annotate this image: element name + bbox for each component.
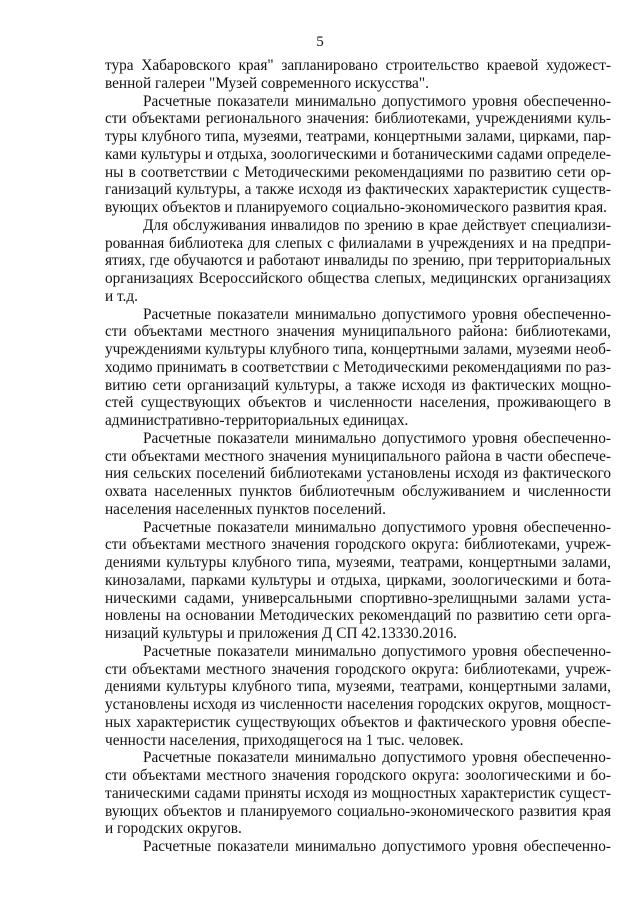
text-line: тура Хабаровского края" запланировано строительство краевой художест- — [105, 57, 611, 74]
text-line: таническими садами приняты исходя из мощностных характеристик сущест- — [105, 784, 611, 802]
text-line: сти объектами регионального значения: библиотеками, учреждениями куль- — [105, 110, 611, 128]
text-line: вующих объектов и планируемого социально-экономического развития края. — [105, 199, 607, 216]
text-line: витию сети организаций культуры, а также исходя из фактических мощно- — [105, 376, 611, 394]
text-line: ны в соответствии с Методическими рекомендациями по развитию сети ор- — [105, 163, 611, 181]
text-line: туры клубного типа, музеями, театрами, концертными залами, цирками, пар- — [105, 128, 611, 145]
text-line: и т.д. — [105, 287, 138, 305]
text-line: Для обслуживания инвалидов по зрению в крае действует специализи- — [143, 216, 611, 234]
text-line: ченности населения, приходящегося на 1 тыс. человек. — [105, 731, 464, 749]
text-line: сти объектами местного значения городского округа: зоологическими и бо- — [105, 767, 611, 784]
text-line: ками культуры и отдыха, зоологическими и ботаническими садами определе- — [105, 145, 611, 163]
text-line: Расчетные показатели минимально допустимого уровня обеспеченно- — [143, 92, 611, 110]
page-number: 5 — [316, 34, 324, 50]
text-line: Расчетные показатели минимально допустимого уровня обеспеченно- — [143, 749, 611, 767]
text-line: рованная библиотека для слепых с филиалами в учреждениях и на предпри- — [105, 234, 611, 252]
text-line: ных характеристик существующих объектов и фактического уровня обеспе- — [105, 713, 611, 731]
text-line: дениями культуры клубного типа, музеями, театрами, концертными залами, — [105, 554, 611, 571]
document-body — [105, 57, 611, 856]
text-line: дениями культуры клубного типа, музеями, театрами, концертными залами, — [105, 678, 611, 696]
text-line: ния сельских поселений библиотеками установлены исходя из фактического — [105, 465, 611, 483]
text-line: охвата населенных пунктов библиотечным обслуживанием и численности — [105, 483, 611, 500]
text-line: и городских округов. — [105, 820, 242, 838]
text-line: сти объектами местного значения городского округа: библиотеками, учреж- — [105, 536, 611, 554]
text-line: Расчетные показатели минимально допустимого уровня обеспеченно- — [143, 518, 611, 536]
text-line: низаций культуры и приложения Д СП 42.13330.2016. — [105, 625, 457, 642]
text-line: стей существующих объектов и численности населения, проживающего в — [105, 394, 611, 412]
text-line: учреждениями культуры клубного типа, концертными залами, музеями необ- — [105, 341, 611, 358]
text-line: сти объектами местного значения муниципального района в части обеспече- — [105, 447, 611, 465]
text-line: Расчетные показатели минимально допустимого уровня обеспеченно- — [143, 305, 611, 323]
text-line: административно-территориальных единицах. — [105, 412, 409, 429]
text-line: кинозалами, парками культуры и отдыха, цирками, зоологическими и бота- — [105, 571, 611, 589]
text-line: новлены на основании Методических рекомендаций по развитию сети орга- — [105, 607, 611, 625]
text-line: Расчетные показатели минимально допустимого уровня обеспеченно- — [143, 642, 611, 660]
text-line: установлены исходя из численности населения городских округов, мощност- — [105, 696, 611, 713]
text-line: ходимо принимать в соответствии с Методическими рекомендациями по раз- — [105, 358, 611, 376]
text-line: ническими садами, универсальными спортивно-зрелищными залами уста- — [105, 589, 611, 607]
text-line: сти объектами местного значения городского округа: библиотеками, учреж- — [105, 660, 611, 678]
text-line: сти объектами местного значения муниципального района: библиотеками, — [105, 323, 611, 341]
text-line: вующих объектов и планируемого социально-экономического развития края — [105, 802, 611, 820]
text-line: ганизаций культуры, а также исходя из фактических характеристик существ- — [105, 181, 611, 199]
text-line: организациях Всероссийского общества слепых, медицинских организациях — [105, 270, 611, 287]
text-line: Расчетные показатели минимально допустимого уровня обеспеченно- — [143, 838, 611, 855]
text-line: венной галереи "Музей современного искусства". — [105, 74, 429, 92]
text-line: Расчетные показатели минимально допустимого уровня обеспеченно- — [143, 429, 611, 447]
text-line: населения населенных пунктов поселений. — [105, 500, 386, 518]
text-line: ятиях, где обучаются и работают инвалиды по зрению, при территориальных — [105, 252, 611, 270]
